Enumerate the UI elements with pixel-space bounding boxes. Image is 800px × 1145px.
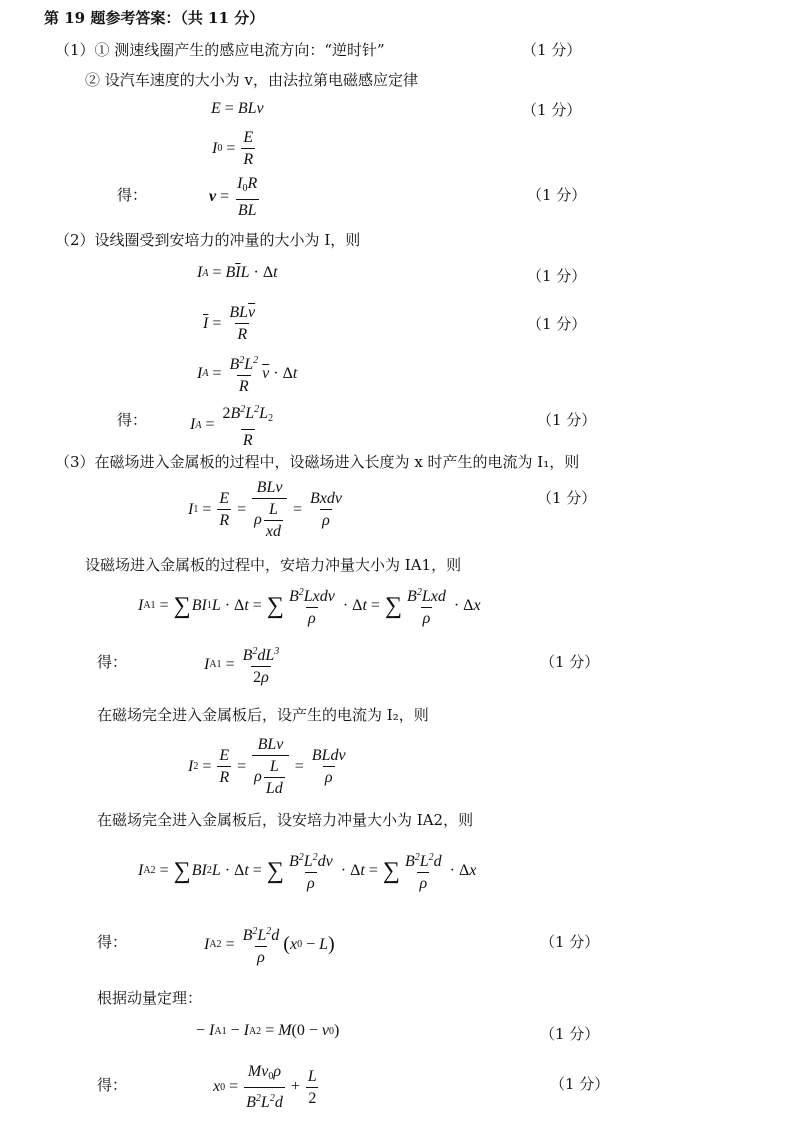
part3-line2: 设磁场进入金属板的过程中，安培力冲量大小为 IA1，则 <box>85 556 462 574</box>
score-8: （1 分） <box>540 653 600 671</box>
score-6: （1 分） <box>537 411 597 429</box>
eq-momentum: − I A1 − I A2 = M (0 − v 0 ) <box>196 1022 340 1039</box>
eq-ia-2: I A = $\frac{B^2L^2}{R}$ $\overline{v}$ · Δ t <box>197 355 298 395</box>
eq-ia-result: I A = $\frac{2B^2L^2L_2}{R}$ <box>190 404 274 449</box>
score-5: （1 分） <box>527 315 587 333</box>
de-2: 得： <box>117 411 148 429</box>
eq-x0-result: x 0 = $\frac{Mv_0\rho}{B^2L^2d}$ + $\frac{L}{2}$ <box>213 1063 317 1111</box>
eq-emf: E = BLv <box>211 100 264 117</box>
part1-line2: ② 设汽车速度的大小为 v，由法拉第电磁感应定律 <box>85 71 419 89</box>
score-11: （1 分） <box>550 1075 610 1093</box>
part3-line3: 在磁场完全进入金属板后，设产生的电流为 I₂，则 <box>97 706 429 724</box>
eq-ibar: $\overline{I}$ = $\frac{BL\overline{v}}{R}$ <box>203 304 256 343</box>
part3-line4: 在磁场完全进入金属板后，设安培力冲量大小为 IA2，则 <box>97 811 474 829</box>
part3-line5: 根据动量定理： <box>97 989 203 1007</box>
part1-line1: （1）① 测速线圈产生的感应电流方向：“逆时针” <box>55 41 385 59</box>
eq-i1: I 1 = $\frac{E}{R}$ = BLv ρ $\frac{L}{xd}$ = $\frac{\text{Bxdv}}{\rho}$ <box>188 479 342 540</box>
eq-ia2: I A2 = ∑ BI 2 L · Δ t = ∑ $\frac{B^2L^2dv}{\rho}$ · Δ t = ∑ $\frac{B^2L^2d}{\rho}$ · Δ x <box>138 852 477 892</box>
page-title: 第 19 题参考答案：（共 11 分） <box>44 9 265 27</box>
de-5: 得： <box>97 1076 128 1094</box>
part3-line1: （3）在磁场进入金属板的过程中，设磁场进入长度为 x 时产生的电流为 I₁，则 <box>55 453 580 471</box>
eq-i0: I 0 = $\frac{E}{R}$ <box>212 129 254 168</box>
score-9: （1 分） <box>540 933 600 951</box>
score-7: （1 分） <box>537 489 597 507</box>
eq-ia1-result: I A1 = $\frac{B^2dL^3}{2\rho}$ <box>204 646 280 686</box>
score-10: （1 分） <box>540 1025 600 1043</box>
de-3: 得： <box>97 653 128 671</box>
eq-v: v = $\frac{I_0R}{BL}$ <box>209 175 258 219</box>
part2-line1: （2）设线圈受到安培力的冲量的大小为 I，则 <box>55 231 361 249</box>
eq-ia: I A = B $\overline{I}$ L · Δ t <box>197 264 278 281</box>
eq-ia1: I A1 = ∑ BI 1 L · Δ t = ∑ $\frac{B^2Lxdv}{\rho}$ · Δ t = ∑ $\frac{B^2Lxd}{\rho}$ · Δ x <box>138 587 481 627</box>
score-2: （1 分） <box>522 101 582 119</box>
score-1: （1 分） <box>522 41 582 59</box>
score-3: （1 分） <box>527 186 587 204</box>
eq-ia2-result: I A2 = $\frac{B^2L^2d}{\rho}$ ( x 0 − L ) <box>204 926 335 966</box>
de-1: 得： <box>117 186 148 204</box>
score-4: （1 分） <box>527 267 587 285</box>
de-4: 得： <box>97 933 128 951</box>
eq-i2: I 2 = $\frac{E}{R}$ = BLv ρ $\frac{L}{Ld}$ = $\frac{\text{BLdv}}{\rho}$ <box>188 736 346 797</box>
